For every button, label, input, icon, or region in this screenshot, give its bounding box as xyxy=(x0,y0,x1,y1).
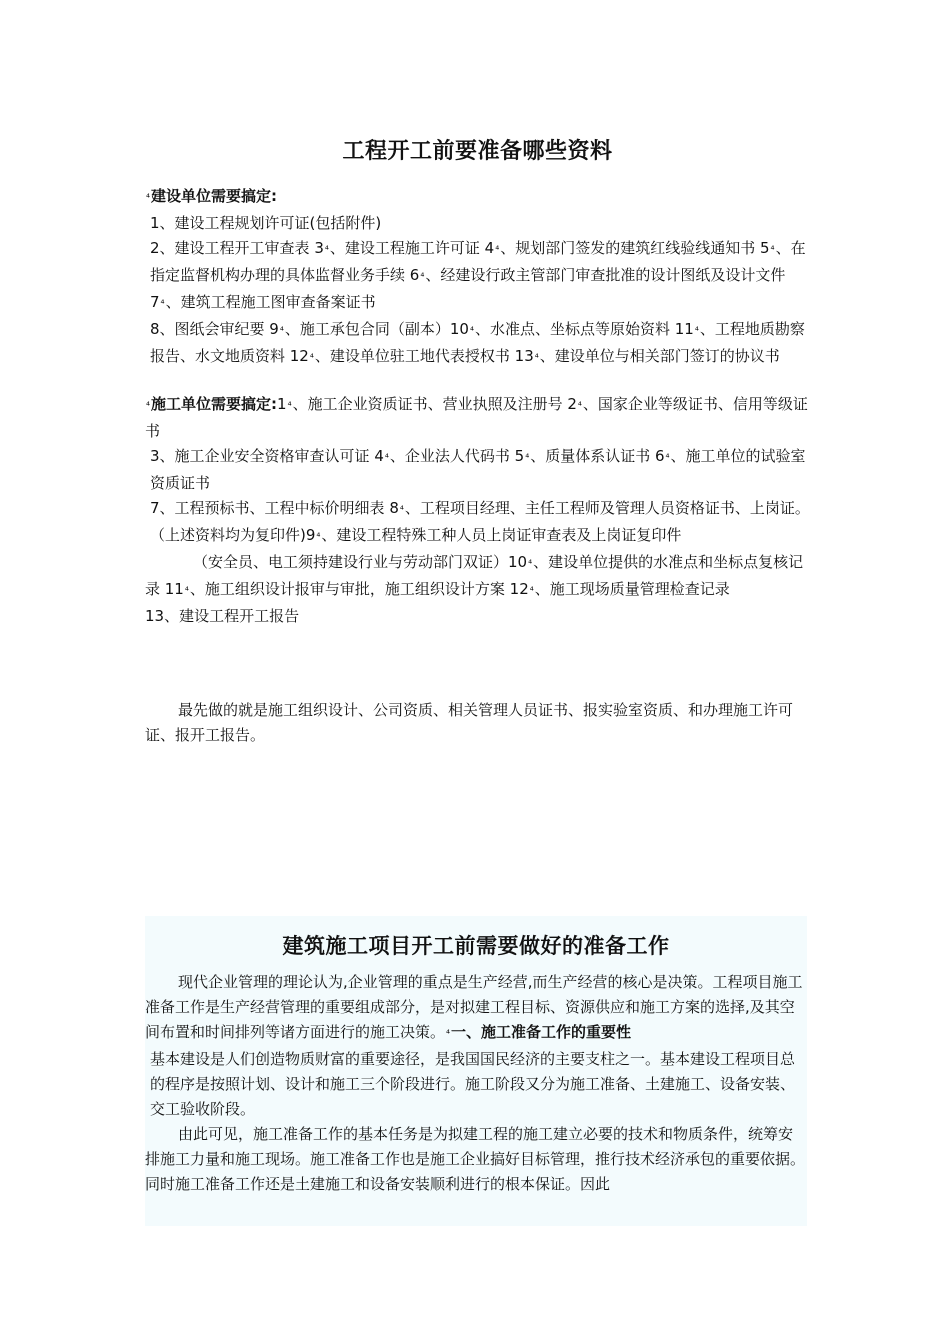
owner-line-1: 1、建设工程规划许可证(包括附件) xyxy=(150,214,382,232)
contractor-section xyxy=(145,392,810,629)
contractor-paragraph-2: 3、施工企业安全资格审查认可证 4⁴、企业法人代码书 5⁴、质量体系认证书 6⁴、施工单位的试验室资质证书 xyxy=(150,447,806,492)
owner-heading: 建设单位需要搞定: xyxy=(151,187,278,205)
owner-paragraph-3: 8、图纸会审纪要 9⁴、施工承包合同（副本）10⁴、水准点、坐标点等原始资料 11⁴、工程地质勘察报告、水文地质资料 12⁴、建设单位驻工地代表授权书 13⁴、建设单位与相关部门签订的协议书 xyxy=(150,320,805,365)
article-paragraph-1: 现代企业管理的理论认为,企业管理的重点是生产经营,而生产经营的核心是决策。工程项目施工准备工作是生产经营管理的重要组成部分，是对拟建工程目标、资源供应和施工方案的选择,及其空间布置和时间排列等诸方面进行的施工决策。⁴一、施工准备工作的重要性 xyxy=(145,973,803,1041)
contractor-line-13: 13、建设工程开工报告 xyxy=(145,607,300,625)
article-paragraph-2: 基本建设是人们创造物质财富的重要途径，是我国国民经济的主要支柱之一。基本建设工程项目总的程序是按照计划、设计和施工三个阶段进行。施工阶段又分为施工准备、土建施工、设备安装、交工验收阶段。 xyxy=(150,1050,796,1118)
summary-section xyxy=(145,698,810,748)
contractor-paragraph-4: （安全员、电工须持建设行业与劳动部门双证）10⁴、建设单位提供的水准点和坐标点复核记录 11⁴、施工组织设计报审与审批，施工组织设计方案 12⁴、施工现场质量管理检查记录 xyxy=(145,553,804,598)
document-title: 工程开工前要准备哪些资料 xyxy=(342,139,613,164)
summary-text: 最先做的就是施工组织设计、公司资质、相关管理人员证书、报实验室资质、和办理施工许可证、报开工报告。 xyxy=(145,701,794,744)
owner-paragraph-2: 2、建设工程开工审查表 3⁴、建设工程施工许可证 4⁴、规划部门签发的建筑红线验线通知书 5⁴、在指定监督机构办理的具体监督业务手续 6⁴、经建设行政主管部门审查批准的设计图纸及设计文件 7⁴、建筑工程施工图审查备案证书 xyxy=(150,239,806,311)
article-body xyxy=(145,970,807,1197)
article-box xyxy=(145,916,807,1226)
contractor-paragraph-3: 7、工程预标书、工程中标价明细表 8⁴、工程项目经理、主任工程师及管理人员资格证书、上岗证。（上述资料均为复印件)9⁴、建设工程特殊工种人员上岗证审查表及上岗证复印件 xyxy=(150,499,810,544)
contractor-paragraph-1: ⁴施工单位需要搞定:1⁴、施工企业资质证书、营业执照及注册号 2⁴、国家企业等级证书、信用等级证书 xyxy=(145,395,808,440)
section-heading: 一、施工准备工作的重要性 xyxy=(451,1023,632,1041)
article-paragraph-3: 由此可见，施工准备工作的基本任务是为拟建工程的施工建立必要的技术和物质条件，统筹安排施工力量和施工现场。施工准备工作也是施工企业搞好目标管理，推行技术经济承包的重要依据。同时施工准备工作还是土建施工和设备安装顺利进行的根本保证。因此 xyxy=(145,1125,806,1193)
article-title: 建筑施工项目开工前需要做好的准备工作 xyxy=(282,934,670,958)
contractor-heading: 施工单位需要搞定: xyxy=(151,395,278,413)
owner-section xyxy=(145,184,810,371)
bullet-marker: ⁴ xyxy=(146,193,151,204)
